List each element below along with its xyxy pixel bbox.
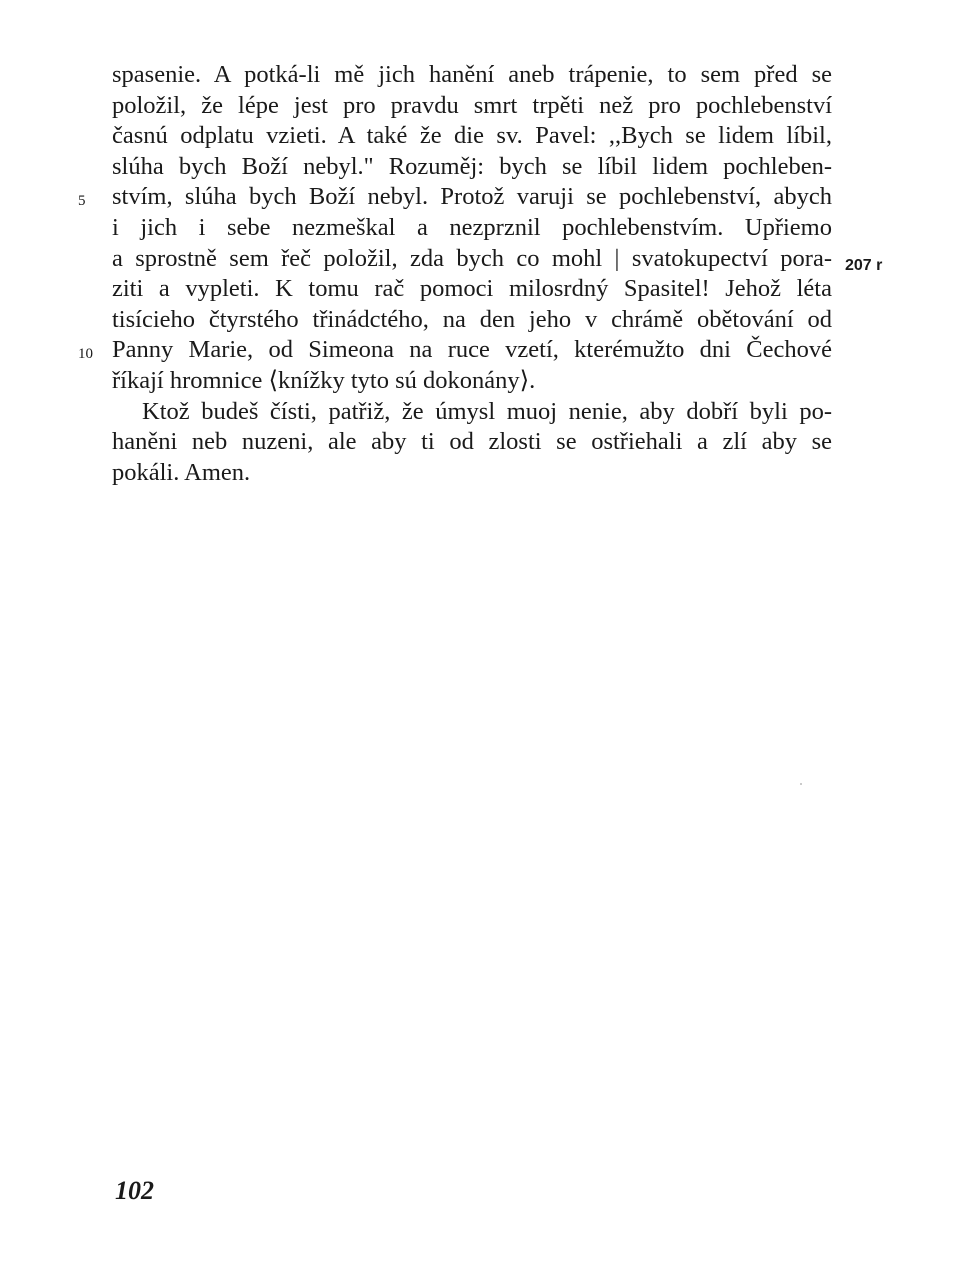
text-line: ziti a vypleti. K tomu rač pomoci milosrdný Spasitel! Jehož léta — [112, 275, 832, 303]
text-line: časnú odplatu vzieti. A také že die sv. Pavel: ,,Bych se lidem líbil, — [112, 122, 832, 150]
line-number-10: 10 — [78, 346, 93, 362]
text-line: slúha bych Boží nebyl." Rozuměj: bych se líbil lidem pochleben- — [112, 152, 832, 180]
text-line: Panny Marie, od Simeona na ruce vzetí, kterémužto dni Čechové — [112, 336, 832, 364]
text-line: Ktož budeš čísti, patřiž, že úmysl muoj nenie, aby dobří byli po- — [142, 397, 832, 425]
text-line: haněni neb nuzeni, ale aby ti od zlosti se ostřiehali a zlí aby se — [112, 428, 832, 456]
folio-marker: 207 r — [845, 257, 883, 274]
text-line: stvím, slúha bych Boží nebyl. Protož varuji se pochlebenství, abych — [112, 183, 832, 211]
page-number: 102 — [115, 1176, 154, 1205]
scan-speck — [800, 783, 802, 785]
text-line: položil, že lépe jest pro pravdu smrt trpěti než pro pochlebenství — [112, 91, 832, 119]
text-line: spasenie. A potká-li mě jich hanění aneb trápenie, to sem před se — [112, 61, 832, 88]
text-line: a sprostně sem řeč položil, zda bych co mohl | svatokupectví pora- — [112, 244, 832, 272]
paragraph-2 — [112, 397, 832, 489]
text-line: i jich i sebe nezmeškal a nezprznil pochlebenstvím. Upřiemo — [112, 213, 832, 241]
text-line: pokáli. Amen. — [112, 458, 251, 486]
text-line: tisícieho čtyrstého třinádctého, na den jeho v chrámě obětování od — [112, 305, 832, 333]
body-text — [112, 60, 832, 488]
line-number-5: 5 — [78, 193, 86, 209]
text-line: říkají hromnice ⟨knížky tyto sú dokonány⟩. — [112, 366, 536, 394]
paragraph-1 — [112, 60, 832, 397]
